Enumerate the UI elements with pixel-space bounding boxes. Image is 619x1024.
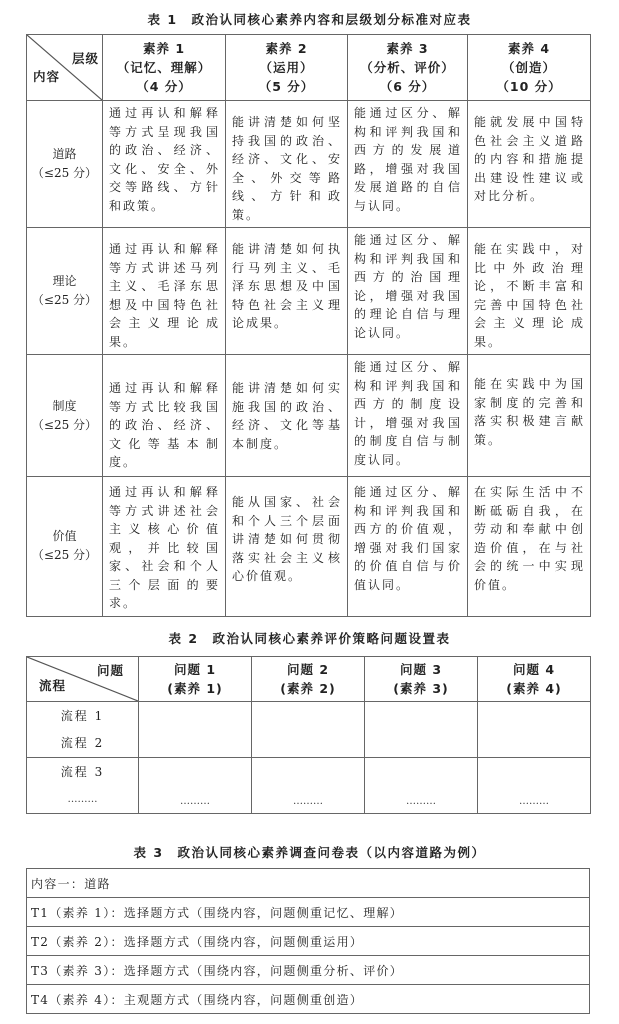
table-row bbox=[27, 985, 590, 1014]
row-name: 理论 bbox=[52, 274, 77, 288]
table2-col-header bbox=[252, 657, 365, 702]
table-cell: 通过再认和解释等方式比较我国的政治、经济、文化等基本制度。 bbox=[103, 355, 226, 477]
table-cell: 内容一：道路 bbox=[27, 869, 590, 898]
table-cell: 能通过区分、解构和评判我国和西方的价值观，增强对我们国家的价值自信与价值认同。 bbox=[348, 477, 468, 617]
col-title: 素养 1 bbox=[142, 41, 186, 56]
row-score: （≤25 分） bbox=[31, 293, 98, 307]
table-row bbox=[27, 869, 590, 898]
table-row bbox=[27, 758, 591, 814]
table1-header-row bbox=[27, 35, 591, 101]
col-title: 素养 3 bbox=[386, 41, 429, 56]
table-cell: T1（素养 1）：选择题方式（围绕内容，问题侧重记忆、理解） bbox=[27, 898, 590, 927]
ellipsis: ……… bbox=[180, 796, 210, 807]
col-score: （10 分） bbox=[496, 79, 562, 94]
table-row bbox=[27, 898, 590, 927]
table-row bbox=[27, 927, 590, 956]
table-cell: T4（素养 4）：主观题方式（围绕内容，问题侧重创造） bbox=[27, 985, 590, 1014]
row-header bbox=[27, 228, 103, 355]
col-title: 问题 2 bbox=[286, 662, 330, 677]
row-name: 道路 bbox=[52, 147, 77, 161]
table-cell bbox=[252, 702, 365, 758]
table-cell: 通过再认和解释等方式讲述社会主义核心价值观，并比较国家、社会和个人三个层面的要求。 bbox=[103, 477, 226, 617]
row-score: （≤25 分） bbox=[31, 166, 98, 180]
row-header bbox=[27, 477, 103, 617]
flow-cell bbox=[27, 758, 139, 814]
ellipsis: ……… bbox=[406, 796, 436, 807]
table-cell bbox=[139, 702, 252, 758]
col-subtitle: (素养 2) bbox=[280, 681, 336, 696]
col-score: （6 分） bbox=[379, 79, 436, 94]
table-cell: 能通过区分、解构和评判我国和西方的制度设计，增强对我国的制度自信与制度认同。 bbox=[348, 355, 468, 477]
table-row bbox=[27, 355, 591, 477]
table1-col-header bbox=[226, 35, 348, 101]
col-subtitle: （分析、评价） bbox=[360, 60, 455, 75]
table-cell: 能讲清楚如何执行马列主义、毛泽东思想及中国特色社会主义理论成果。 bbox=[226, 228, 348, 355]
table-cell: 能通过区分、解构和评判我国和西方的发展道路，增强对我国发展道路的自信与认同。 bbox=[348, 101, 468, 228]
table2-col-header bbox=[478, 657, 591, 702]
table1-col-header bbox=[468, 35, 591, 101]
flow-cell bbox=[27, 702, 139, 758]
row-score: （≤25 分） bbox=[31, 417, 98, 432]
table-row bbox=[27, 228, 591, 355]
table-cell: 能从国家、社会和个人三个层面讲清楚如何贯彻落实社会主义核心价值观。 bbox=[226, 477, 348, 617]
ellipsis: ……… bbox=[519, 796, 549, 807]
row-score: （≤25 分） bbox=[31, 548, 98, 563]
col-score: （4 分） bbox=[136, 79, 192, 94]
col-title: 问题 1 bbox=[173, 662, 217, 677]
ellipsis: ……… bbox=[293, 796, 323, 807]
table2 bbox=[26, 656, 591, 814]
table3 bbox=[26, 868, 590, 1014]
row-header bbox=[27, 101, 103, 228]
table-row bbox=[27, 101, 591, 228]
table-cell bbox=[139, 758, 252, 814]
table-row bbox=[27, 477, 591, 617]
table-cell bbox=[478, 758, 591, 814]
table1-caption: 表 1 政治认同核心素养内容和层级划分标准对应表 bbox=[147, 12, 472, 27]
col-subtitle: (素养 3) bbox=[393, 681, 449, 696]
row-header bbox=[27, 355, 103, 477]
col-subtitle: （记忆、理解） bbox=[116, 60, 212, 75]
table-cell: T2（素养 2）：选择题方式（围绕内容，问题侧重运用） bbox=[27, 927, 590, 956]
table-cell: 能通过区分、解构和评判我国和西方的治国理论，增强对我国的理论自信与理论认同。 bbox=[348, 228, 468, 355]
col-subtitle: (素养 4) bbox=[506, 681, 562, 696]
table2-header-row bbox=[27, 657, 591, 702]
table-cell: 通过再认和解释等方式呈现我国的政治、经济、文化、安全、外交等路线、方针和政策。 bbox=[103, 101, 226, 228]
table-cell bbox=[365, 758, 478, 814]
table-cell: 能在实践中为国家制度的完善和落实积极建言献策。 bbox=[468, 355, 591, 477]
table-cell: 能讲清楚如何坚持我国的政治、经济、文化、安全、外交等路线、方针和政策。 bbox=[226, 101, 348, 228]
col-title: 素养 4 bbox=[507, 41, 551, 56]
table1-corner-cell bbox=[27, 35, 103, 101]
col-score: （5 分） bbox=[258, 79, 315, 94]
table-cell: 在实际生活中不断砥砺自我，在劳动和奉献中创造价值，在与社会的统一中实现价值。 bbox=[468, 477, 591, 617]
table2-col-header bbox=[139, 657, 252, 702]
table-cell bbox=[365, 702, 478, 758]
table-cell: 能就发展中国特色社会主义道路的内容和措施提出建设性建议或对比分析。 bbox=[468, 101, 591, 228]
table-cell bbox=[252, 758, 365, 814]
table3-caption: 表 3 政治认同核心素养调查问卷表（以内容道路为例） bbox=[133, 845, 486, 860]
ellipsis: ……… bbox=[67, 793, 98, 805]
table2-corner-cell bbox=[27, 657, 139, 702]
col-subtitle: （创造） bbox=[501, 60, 556, 75]
table-row bbox=[27, 702, 591, 758]
corner-label-content: 内容 bbox=[33, 69, 61, 84]
corner-label-question: 问题 bbox=[96, 663, 124, 678]
col-subtitle: （运用） bbox=[259, 60, 314, 75]
col-title: 素养 2 bbox=[265, 41, 308, 56]
table-cell: 通过再认和解释等方式讲述马列主义、毛泽东思想及中国特色社会主义理论成果。 bbox=[103, 228, 226, 355]
col-subtitle: (素养 1) bbox=[167, 681, 223, 696]
table-cell: 能在实践中，对比中外政治理论，不断丰富和完善中国特色社会主义理论成果。 bbox=[468, 228, 591, 355]
flow-label: 流程 3 bbox=[60, 764, 105, 779]
col-title: 问题 3 bbox=[399, 662, 443, 677]
row-name: 价值 bbox=[52, 529, 77, 544]
table-cell bbox=[478, 702, 591, 758]
col-title: 问题 4 bbox=[512, 662, 556, 677]
table1-col-header bbox=[348, 35, 468, 101]
table1 bbox=[26, 34, 591, 617]
table1-col-header bbox=[103, 35, 226, 101]
flow-label: 流程 2 bbox=[60, 735, 105, 750]
flow-label: 流程 1 bbox=[60, 708, 105, 723]
corner-label-flow: 流程 bbox=[39, 678, 67, 693]
row-name: 制度 bbox=[52, 398, 77, 413]
table2-col-header bbox=[365, 657, 478, 702]
table-cell: 能讲清楚如何实施我国的政治、经济、文化等基本制度。 bbox=[226, 355, 348, 477]
table-row bbox=[27, 956, 590, 985]
corner-label-level: 层级 bbox=[71, 51, 99, 66]
table-cell: T3（素养 3）：选择题方式（围绕内容，问题侧重分析、评价） bbox=[27, 956, 590, 985]
table2-caption: 表 2 政治认同核心素养评价策略问题设置表 bbox=[168, 631, 451, 646]
